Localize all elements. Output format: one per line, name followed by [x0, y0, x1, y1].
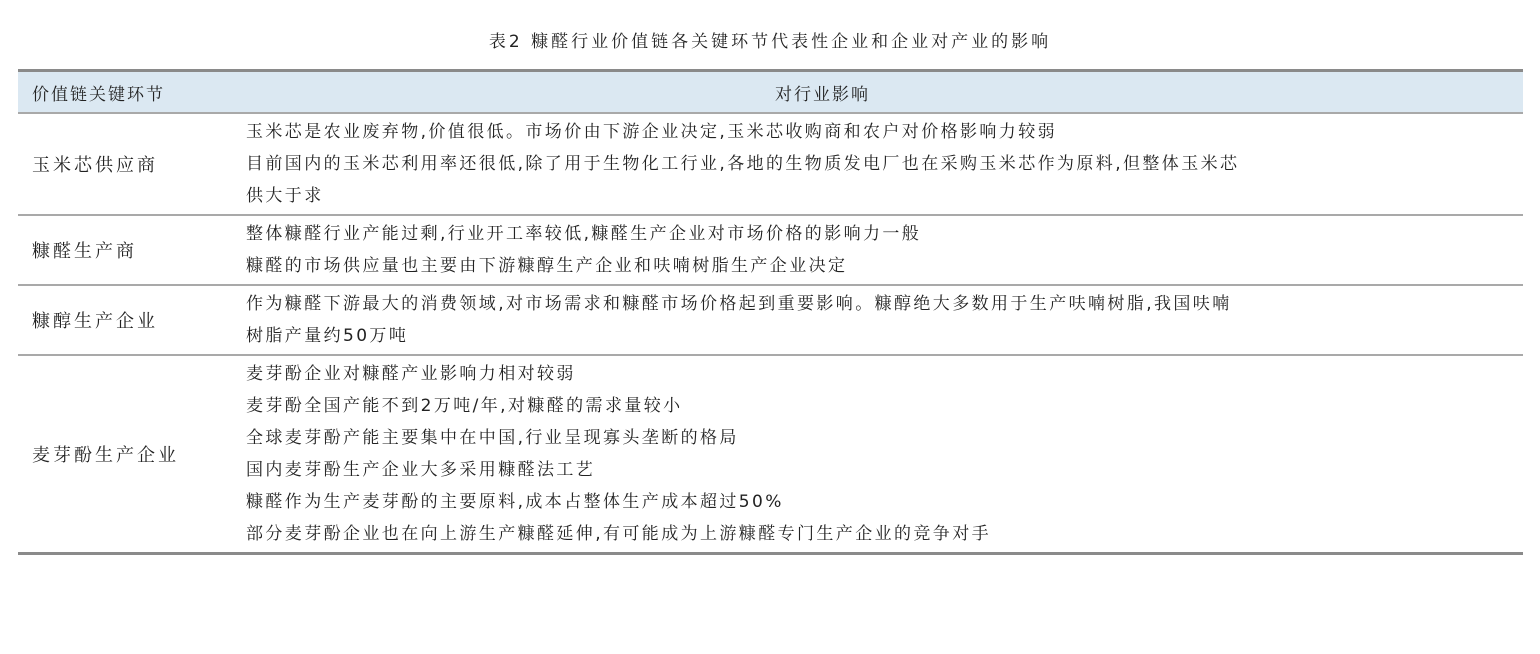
impact-line: 糠醛作为生产麦芽酚的主要原料,成本占整体生产成本超过50%: [246, 492, 784, 512]
impact-line: 作为糠醛下游最大的消费领域,对市场需求和糠醛市场价格起到重要影响。糠醇绝大多数用于生产呋喃树脂,我国呋喃: [246, 294, 1232, 314]
segment-name: 玉米芯供应商: [32, 155, 158, 176]
table-row: [18, 114, 1523, 214]
impact-line: 供大于求: [246, 186, 324, 206]
header-segment: 价值链关键环节: [32, 84, 165, 105]
impact-line: 全球麦芽酚产能主要集中在中国,行业呈现寡头垄断的格局: [246, 428, 739, 448]
impact-cell: [226, 216, 1523, 284]
segment-name: 糠醛生产商: [32, 241, 137, 262]
impact-cell: [226, 356, 1523, 552]
segment-name: 麦芽酚生产企业: [32, 445, 179, 466]
impact-line: 糠醛的市场供应量也主要由下游糠醇生产企业和呋喃树脂生产企业决定: [246, 256, 848, 276]
value-chain-table: [18, 69, 1523, 555]
impact-line: 麦芽酚全国产能不到2万吨/年,对糠醛的需求量较小: [246, 396, 683, 416]
impact-line: 玉米芯是农业废弃物,价值很低。市场价由下游企业决定,玉米芯收购商和农户对价格影响力较弱: [246, 122, 1058, 142]
header-impact: 对行业影响: [775, 84, 870, 105]
table-row: [18, 216, 1523, 284]
table-caption: 表2 糠醛行业价值链各关键环节代表性企业和企业对产业的影响: [488, 32, 1052, 52]
impact-line: 目前国内的玉米芯利用率还很低,除了用于生物化工行业,各地的生物质发电厂也在采购玉米芯作为原料,但整体玉米芯: [246, 154, 1240, 174]
table-header-row: [18, 72, 1523, 112]
impact-line: 麦芽酚企业对糠醛产业影响力相对较弱: [246, 364, 576, 384]
segment-name: 糠醇生产企业: [32, 311, 158, 332]
impact-cell: [226, 286, 1523, 354]
impact-line: 国内麦芽酚生产企业大多采用糠醛法工艺: [246, 460, 596, 480]
impact-cell: [226, 114, 1523, 214]
impact-line: 部分麦芽酚企业也在向上游生产糠醛延伸,有可能成为上游糠醛专门生产企业的竞争对手: [246, 524, 992, 544]
impact-line: 树脂产量约50万吨: [246, 326, 409, 346]
impact-line: 整体糠醛行业产能过剩,行业开工率较低,糠醛生产企业对市场价格的影响力一般: [246, 224, 922, 244]
table-row: [18, 286, 1523, 354]
table-row: [18, 356, 1523, 552]
bottom-rule: [18, 552, 1523, 555]
